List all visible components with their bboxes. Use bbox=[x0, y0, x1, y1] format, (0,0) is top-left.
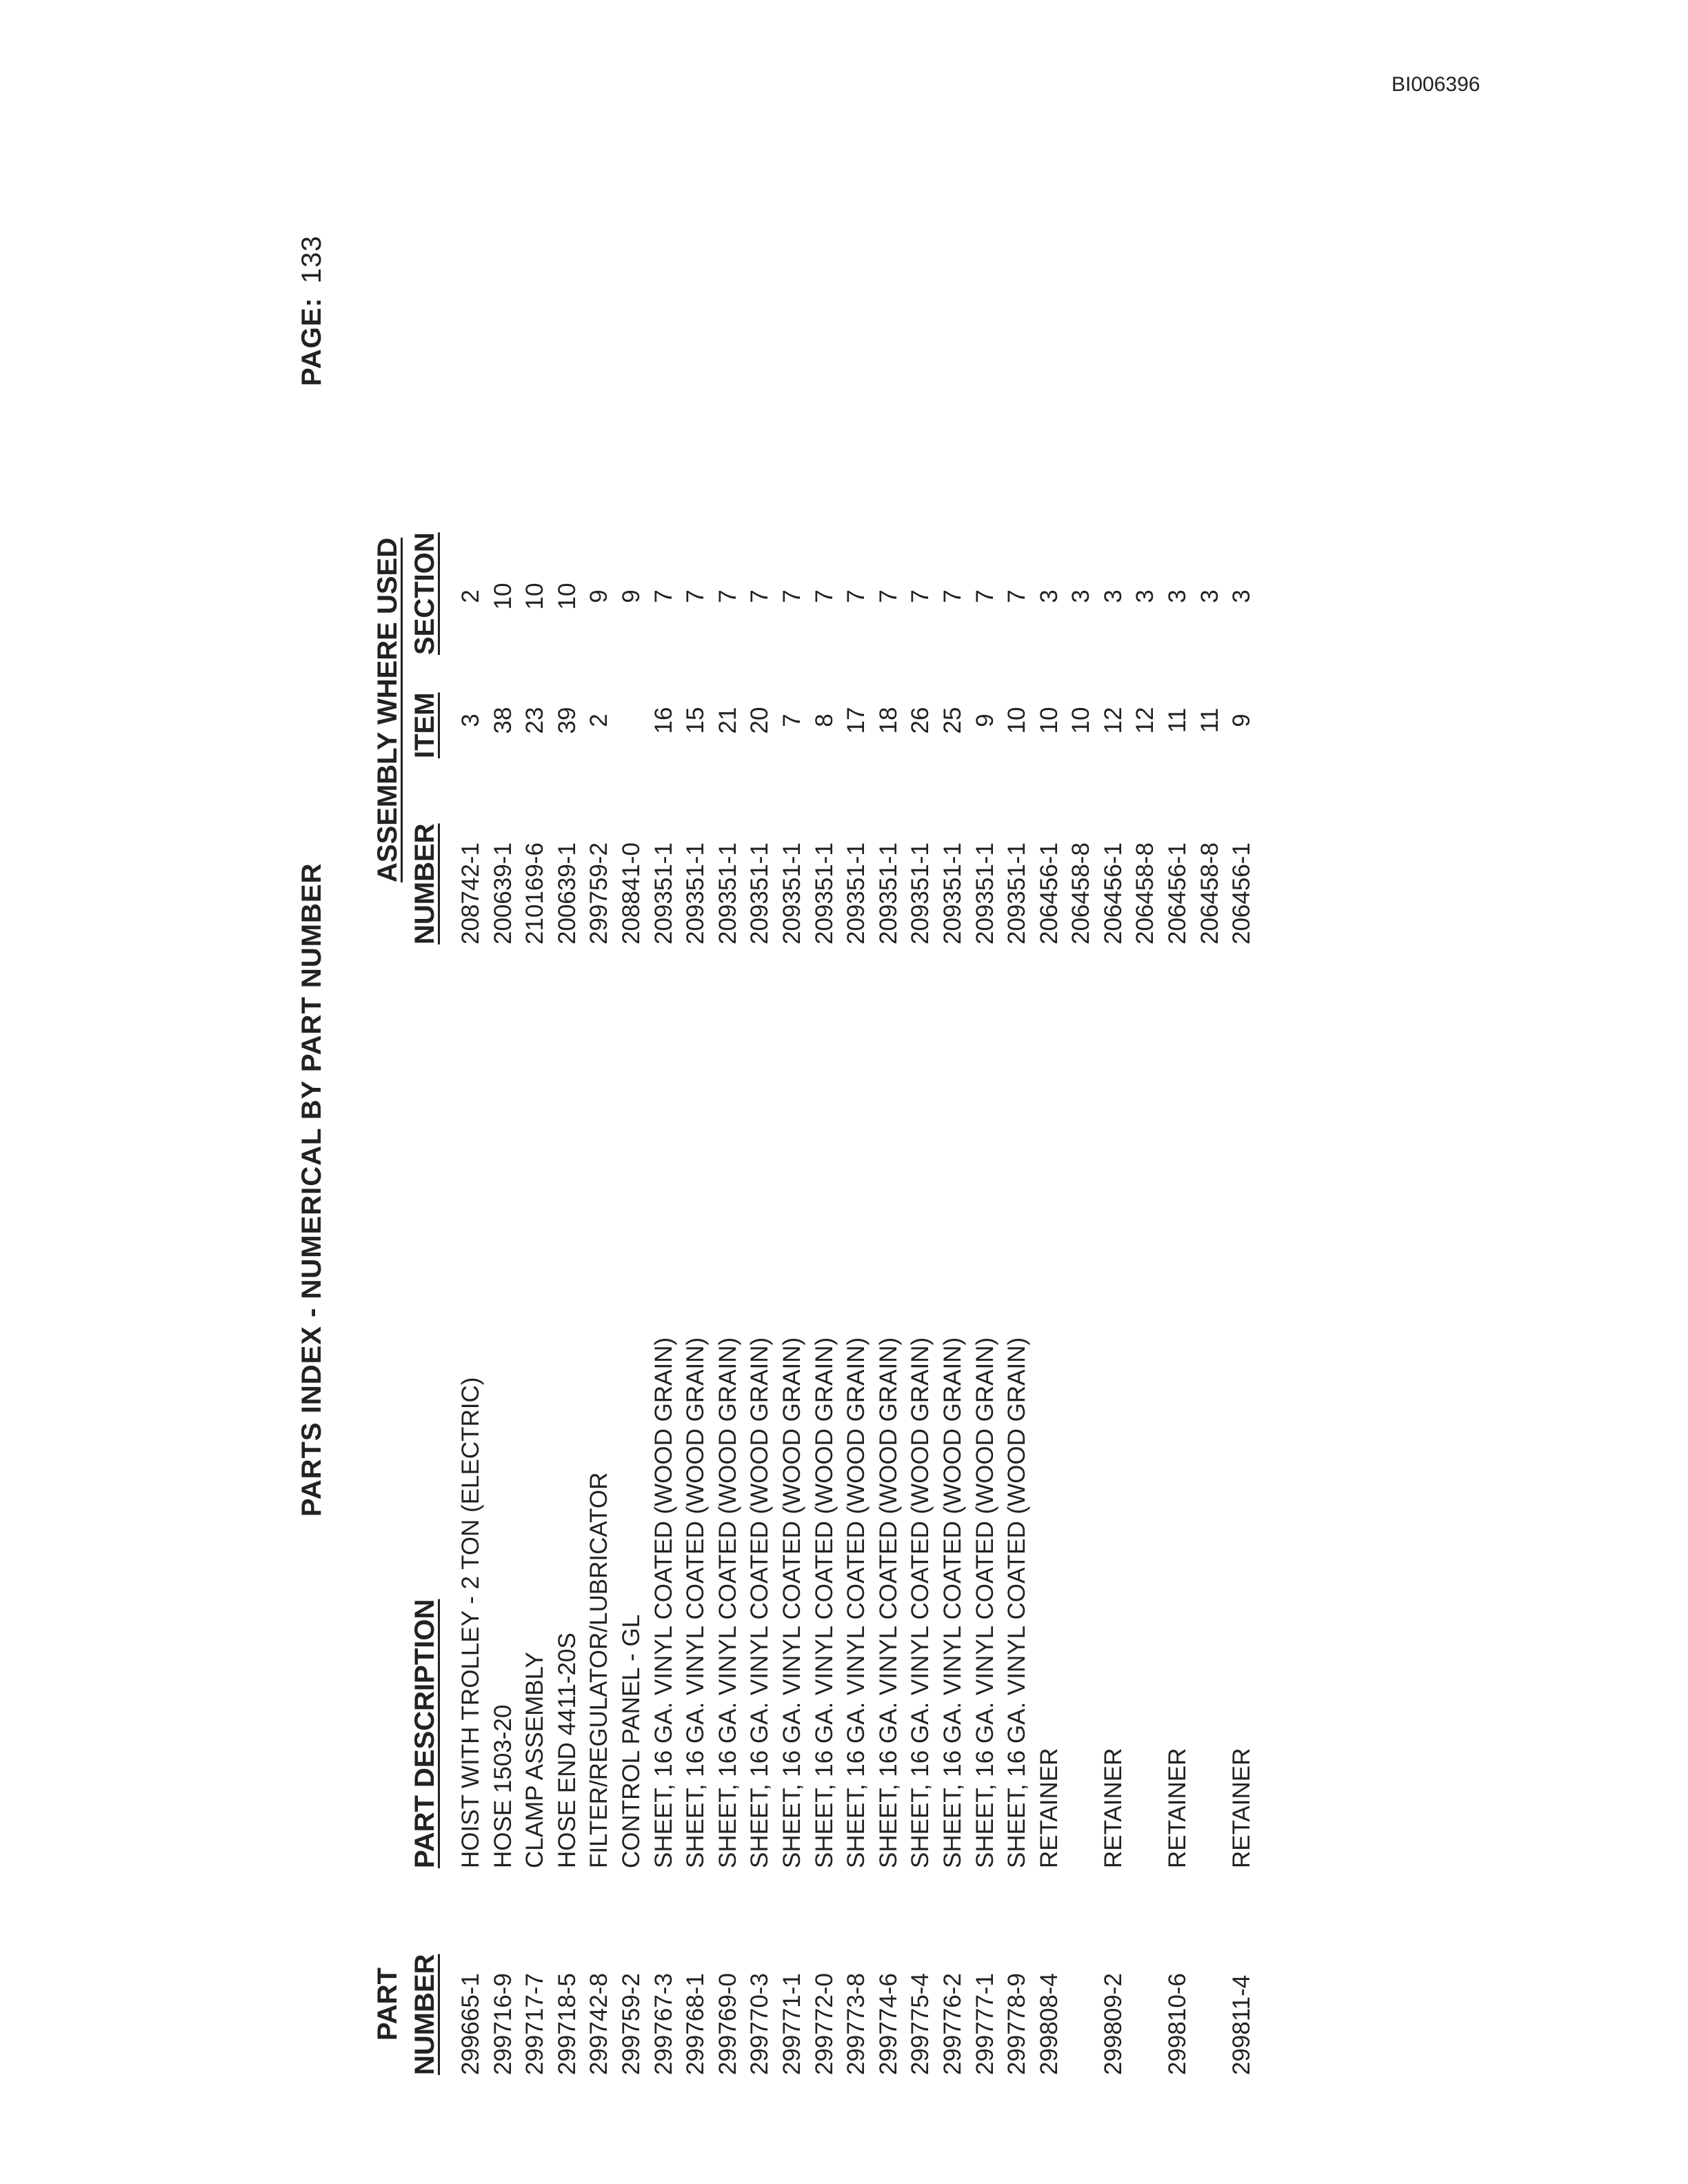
item-cell: 16 bbox=[650, 707, 677, 734]
table-row bbox=[583, 200, 616, 2103]
table-row bbox=[776, 200, 809, 2103]
header-part: PART bbox=[372, 1968, 403, 2041]
item-cell: 26 bbox=[907, 707, 934, 734]
table-row bbox=[680, 200, 712, 2103]
section-cell: 7 bbox=[682, 589, 710, 603]
table-row bbox=[488, 200, 520, 2103]
table-row bbox=[1034, 200, 1066, 2103]
assembly-number-cell: 209351-1 bbox=[907, 842, 934, 944]
page-indicator bbox=[297, 236, 328, 386]
item-cell: 10 bbox=[1067, 707, 1095, 734]
rotated-page-content bbox=[290, 200, 1310, 2103]
part-number-cell: 299811-4 bbox=[1228, 1974, 1256, 2075]
item-cell: 12 bbox=[1132, 707, 1159, 734]
part-number-cell: 299810-6 bbox=[1164, 1973, 1192, 2075]
section-cell: 7 bbox=[650, 589, 677, 603]
assembly-number-cell: 299759-2 bbox=[585, 842, 613, 944]
part-description-cell: RETAINER bbox=[1035, 1748, 1063, 1868]
section-cell: 7 bbox=[874, 589, 902, 603]
section-cell: 9 bbox=[585, 589, 613, 603]
part-description-cell: HOSE END 4411-20S bbox=[553, 1632, 581, 1868]
part-description-cell: SHEET, 16 GA. VINYL COATED (WOOD GRAIN) bbox=[810, 1337, 838, 1868]
part-number-cell: 299768-1 bbox=[682, 1973, 710, 2075]
item-cell: 20 bbox=[746, 707, 774, 734]
page-number: 133 bbox=[297, 235, 327, 284]
assembly-number-cell: 209351-1 bbox=[938, 842, 966, 944]
assembly-number-cell: 209351-1 bbox=[810, 842, 838, 944]
item-cell: 3 bbox=[457, 714, 484, 727]
item-cell: 25 bbox=[938, 707, 966, 734]
section-cell: 7 bbox=[778, 589, 805, 603]
part-number-cell: 299809-2 bbox=[1099, 1973, 1127, 2075]
section-cell: 7 bbox=[843, 589, 870, 603]
item-cell: 7 bbox=[778, 714, 805, 727]
assembly-number-cell: 210169-6 bbox=[521, 842, 549, 944]
section-cell: 10 bbox=[553, 583, 581, 610]
table-row bbox=[873, 200, 905, 2103]
item-cell: 21 bbox=[714, 707, 741, 734]
assembly-number-cell: 209351-1 bbox=[714, 842, 741, 944]
section-cell: 3 bbox=[1132, 589, 1159, 603]
item-cell: 10 bbox=[1035, 707, 1063, 734]
section-cell: 3 bbox=[1164, 589, 1192, 603]
header-assembly-number: NUMBER bbox=[410, 823, 440, 944]
item-cell: 23 bbox=[521, 707, 549, 734]
section-cell: 3 bbox=[1035, 589, 1063, 603]
part-number-cell: 299775-4 bbox=[907, 1973, 934, 2075]
part-description-cell: HOSE 1503-20 bbox=[489, 1704, 516, 1868]
table-row bbox=[1098, 200, 1130, 2103]
section-cell: 7 bbox=[938, 589, 966, 603]
section-cell: 3 bbox=[1228, 589, 1256, 603]
item-cell: 11 bbox=[1164, 707, 1192, 734]
item-cell: 39 bbox=[553, 707, 581, 734]
part-number-cell: 299772-0 bbox=[810, 1973, 838, 2075]
section-cell: 7 bbox=[971, 589, 998, 603]
table-row bbox=[552, 200, 584, 2103]
table-row bbox=[841, 200, 873, 2103]
table-row bbox=[519, 200, 552, 2103]
item-cell: 15 bbox=[682, 707, 710, 734]
assembly-number-cell: 206458-8 bbox=[1196, 842, 1223, 944]
table-row bbox=[1065, 200, 1098, 2103]
part-description-cell: SHEET, 16 GA. VINYL COATED (WOOD GRAIN) bbox=[746, 1337, 774, 1868]
assembly-number-cell: 209351-1 bbox=[971, 842, 998, 944]
part-description-cell: RETAINER bbox=[1099, 1748, 1127, 1868]
table-row bbox=[744, 200, 776, 2103]
part-description-cell: CONTROL PANEL - GL bbox=[617, 1614, 645, 1868]
header-section: SECTION bbox=[410, 532, 440, 655]
part-description-cell: FILTER/REGULATOR/LUBRICATOR bbox=[585, 1472, 613, 1868]
part-number-cell: 299742-8 bbox=[585, 1973, 613, 2075]
assembly-number-cell: 206458-8 bbox=[1132, 842, 1159, 944]
part-number-cell: 299769-0 bbox=[714, 1973, 741, 2075]
table-row bbox=[455, 200, 488, 2103]
part-description-cell: SHEET, 16 GA. VINYL COATED (WOOD GRAIN) bbox=[843, 1337, 870, 1868]
part-description-cell: HOIST WITH TROLLEY - 2 TON (ELECTRIC) bbox=[457, 1377, 484, 1868]
part-description-cell: RETAINER bbox=[1228, 1748, 1256, 1868]
section-cell: 10 bbox=[521, 583, 549, 610]
document-id: BI006396 bbox=[1391, 73, 1480, 96]
part-description-cell: SHEET, 16 GA. VINYL COATED (WOOD GRAIN) bbox=[874, 1337, 902, 1868]
part-description-cell: SHEET, 16 GA. VINYL COATED (WOOD GRAIN) bbox=[938, 1337, 966, 1868]
table-row bbox=[1194, 200, 1227, 2103]
assembly-number-cell: 208742-1 bbox=[457, 842, 484, 944]
part-description-cell: SHEET, 16 GA. VINYL COATED (WOOD GRAIN) bbox=[682, 1337, 710, 1868]
section-cell: 2 bbox=[457, 589, 484, 603]
section-cell: 3 bbox=[1196, 589, 1223, 603]
assembly-number-cell: 206456-1 bbox=[1035, 842, 1063, 944]
assembly-number-cell: 206456-1 bbox=[1099, 842, 1127, 944]
header-part-description: PART DESCRIPTION bbox=[410, 1599, 440, 1868]
part-number-cell: 299716-9 bbox=[489, 1973, 516, 2075]
section-cell: 7 bbox=[714, 589, 741, 603]
assembly-number-cell: 209351-1 bbox=[746, 842, 774, 944]
part-number-cell: 299776-2 bbox=[938, 1973, 966, 2075]
assembly-number-cell: 209351-1 bbox=[682, 842, 710, 944]
part-description-cell: SHEET, 16 GA. VINYL COATED (WOOD GRAIN) bbox=[971, 1337, 998, 1868]
section-cell: 7 bbox=[1003, 589, 1031, 603]
assembly-number-cell: 209351-1 bbox=[778, 842, 805, 944]
assembly-number-cell: 200639-1 bbox=[489, 842, 516, 944]
item-cell: 12 bbox=[1099, 707, 1127, 734]
part-description-cell: CLAMP ASSEMBLY bbox=[521, 1652, 549, 1868]
part-number-cell: 299773-8 bbox=[843, 1973, 870, 2075]
table-row bbox=[616, 200, 648, 2103]
table-row bbox=[969, 200, 1002, 2103]
part-number-cell: 299717-7 bbox=[521, 1973, 549, 2075]
item-cell: 9 bbox=[1228, 714, 1256, 727]
part-number-cell: 299665-1 bbox=[457, 1973, 484, 2075]
section-cell: 9 bbox=[617, 589, 645, 603]
part-number-cell: 299767-3 bbox=[650, 1973, 677, 2075]
assembly-number-cell: 209351-1 bbox=[1003, 842, 1031, 944]
part-number-cell: 299774-6 bbox=[874, 1973, 902, 2075]
assembly-number-cell: 206456-1 bbox=[1228, 842, 1256, 944]
parts-table-body bbox=[455, 200, 1258, 2103]
header-assembly-where-used: ASSEMBLY WHERE USED bbox=[372, 537, 403, 882]
table-row bbox=[809, 200, 841, 2103]
part-description-cell: SHEET, 16 GA. VINYL COATED (WOOD GRAIN) bbox=[778, 1337, 805, 1868]
part-number-cell: 299759-2 bbox=[617, 1973, 645, 2075]
item-cell: 11 bbox=[1196, 707, 1223, 734]
header-part-number: NUMBER bbox=[410, 1954, 440, 2075]
section-cell: 3 bbox=[1067, 589, 1095, 603]
part-description-cell: SHEET, 16 GA. VINYL COATED (WOOD GRAIN) bbox=[907, 1337, 934, 1868]
assembly-number-cell: 209351-1 bbox=[843, 842, 870, 944]
item-cell: 17 bbox=[843, 707, 870, 734]
part-description-cell: SHEET, 16 GA. VINYL COATED (WOOD GRAIN) bbox=[650, 1337, 677, 1868]
section-cell: 3 bbox=[1099, 589, 1127, 603]
table-row bbox=[648, 200, 681, 2103]
part-number-cell: 299778-9 bbox=[1003, 1973, 1031, 2075]
assembly-number-cell: 200639-1 bbox=[553, 842, 581, 944]
section-cell: 7 bbox=[907, 589, 934, 603]
assembly-number-cell: 206458-8 bbox=[1067, 842, 1095, 944]
page-label: PAGE: bbox=[297, 297, 327, 386]
table-row bbox=[905, 200, 937, 2103]
table-row bbox=[1226, 200, 1258, 2103]
table-row bbox=[1162, 200, 1194, 2103]
table-row bbox=[1129, 200, 1162, 2103]
item-cell: 10 bbox=[1003, 707, 1031, 734]
part-description-cell: RETAINER bbox=[1164, 1748, 1192, 1868]
section-cell: 7 bbox=[810, 589, 838, 603]
part-number-cell: 299808-4 bbox=[1035, 1973, 1063, 2075]
item-cell: 8 bbox=[810, 714, 838, 727]
part-number-cell: 299718-5 bbox=[553, 1973, 581, 2075]
part-number-cell: 299777-1 bbox=[971, 1973, 998, 2075]
item-cell: 2 bbox=[585, 714, 613, 727]
assembly-number-cell: 209351-1 bbox=[650, 842, 677, 944]
part-number-cell: 299771-1 bbox=[778, 1973, 805, 2075]
header-item: ITEM bbox=[410, 692, 440, 758]
assembly-number-cell: 206456-1 bbox=[1164, 842, 1192, 944]
part-number-cell: 299770-3 bbox=[746, 1973, 774, 2075]
page-title: PARTS INDEX - NUMERICAL BY PART NUMBER bbox=[297, 862, 327, 1517]
table-row bbox=[1001, 200, 1034, 2103]
table-row bbox=[712, 200, 745, 2103]
item-cell: 9 bbox=[971, 714, 998, 727]
assembly-number-cell: 208841-0 bbox=[617, 842, 645, 944]
section-cell: 7 bbox=[746, 589, 774, 603]
section-cell: 10 bbox=[489, 583, 516, 610]
item-cell: 38 bbox=[489, 707, 516, 734]
assembly-number-cell: 209351-1 bbox=[874, 842, 902, 944]
table-row bbox=[937, 200, 969, 2103]
part-description-cell: SHEET, 16 GA. VINYL COATED (WOOD GRAIN) bbox=[1003, 1337, 1031, 1868]
item-cell: 18 bbox=[874, 707, 902, 734]
part-description-cell: SHEET, 16 GA. VINYL COATED (WOOD GRAIN) bbox=[714, 1337, 741, 1868]
